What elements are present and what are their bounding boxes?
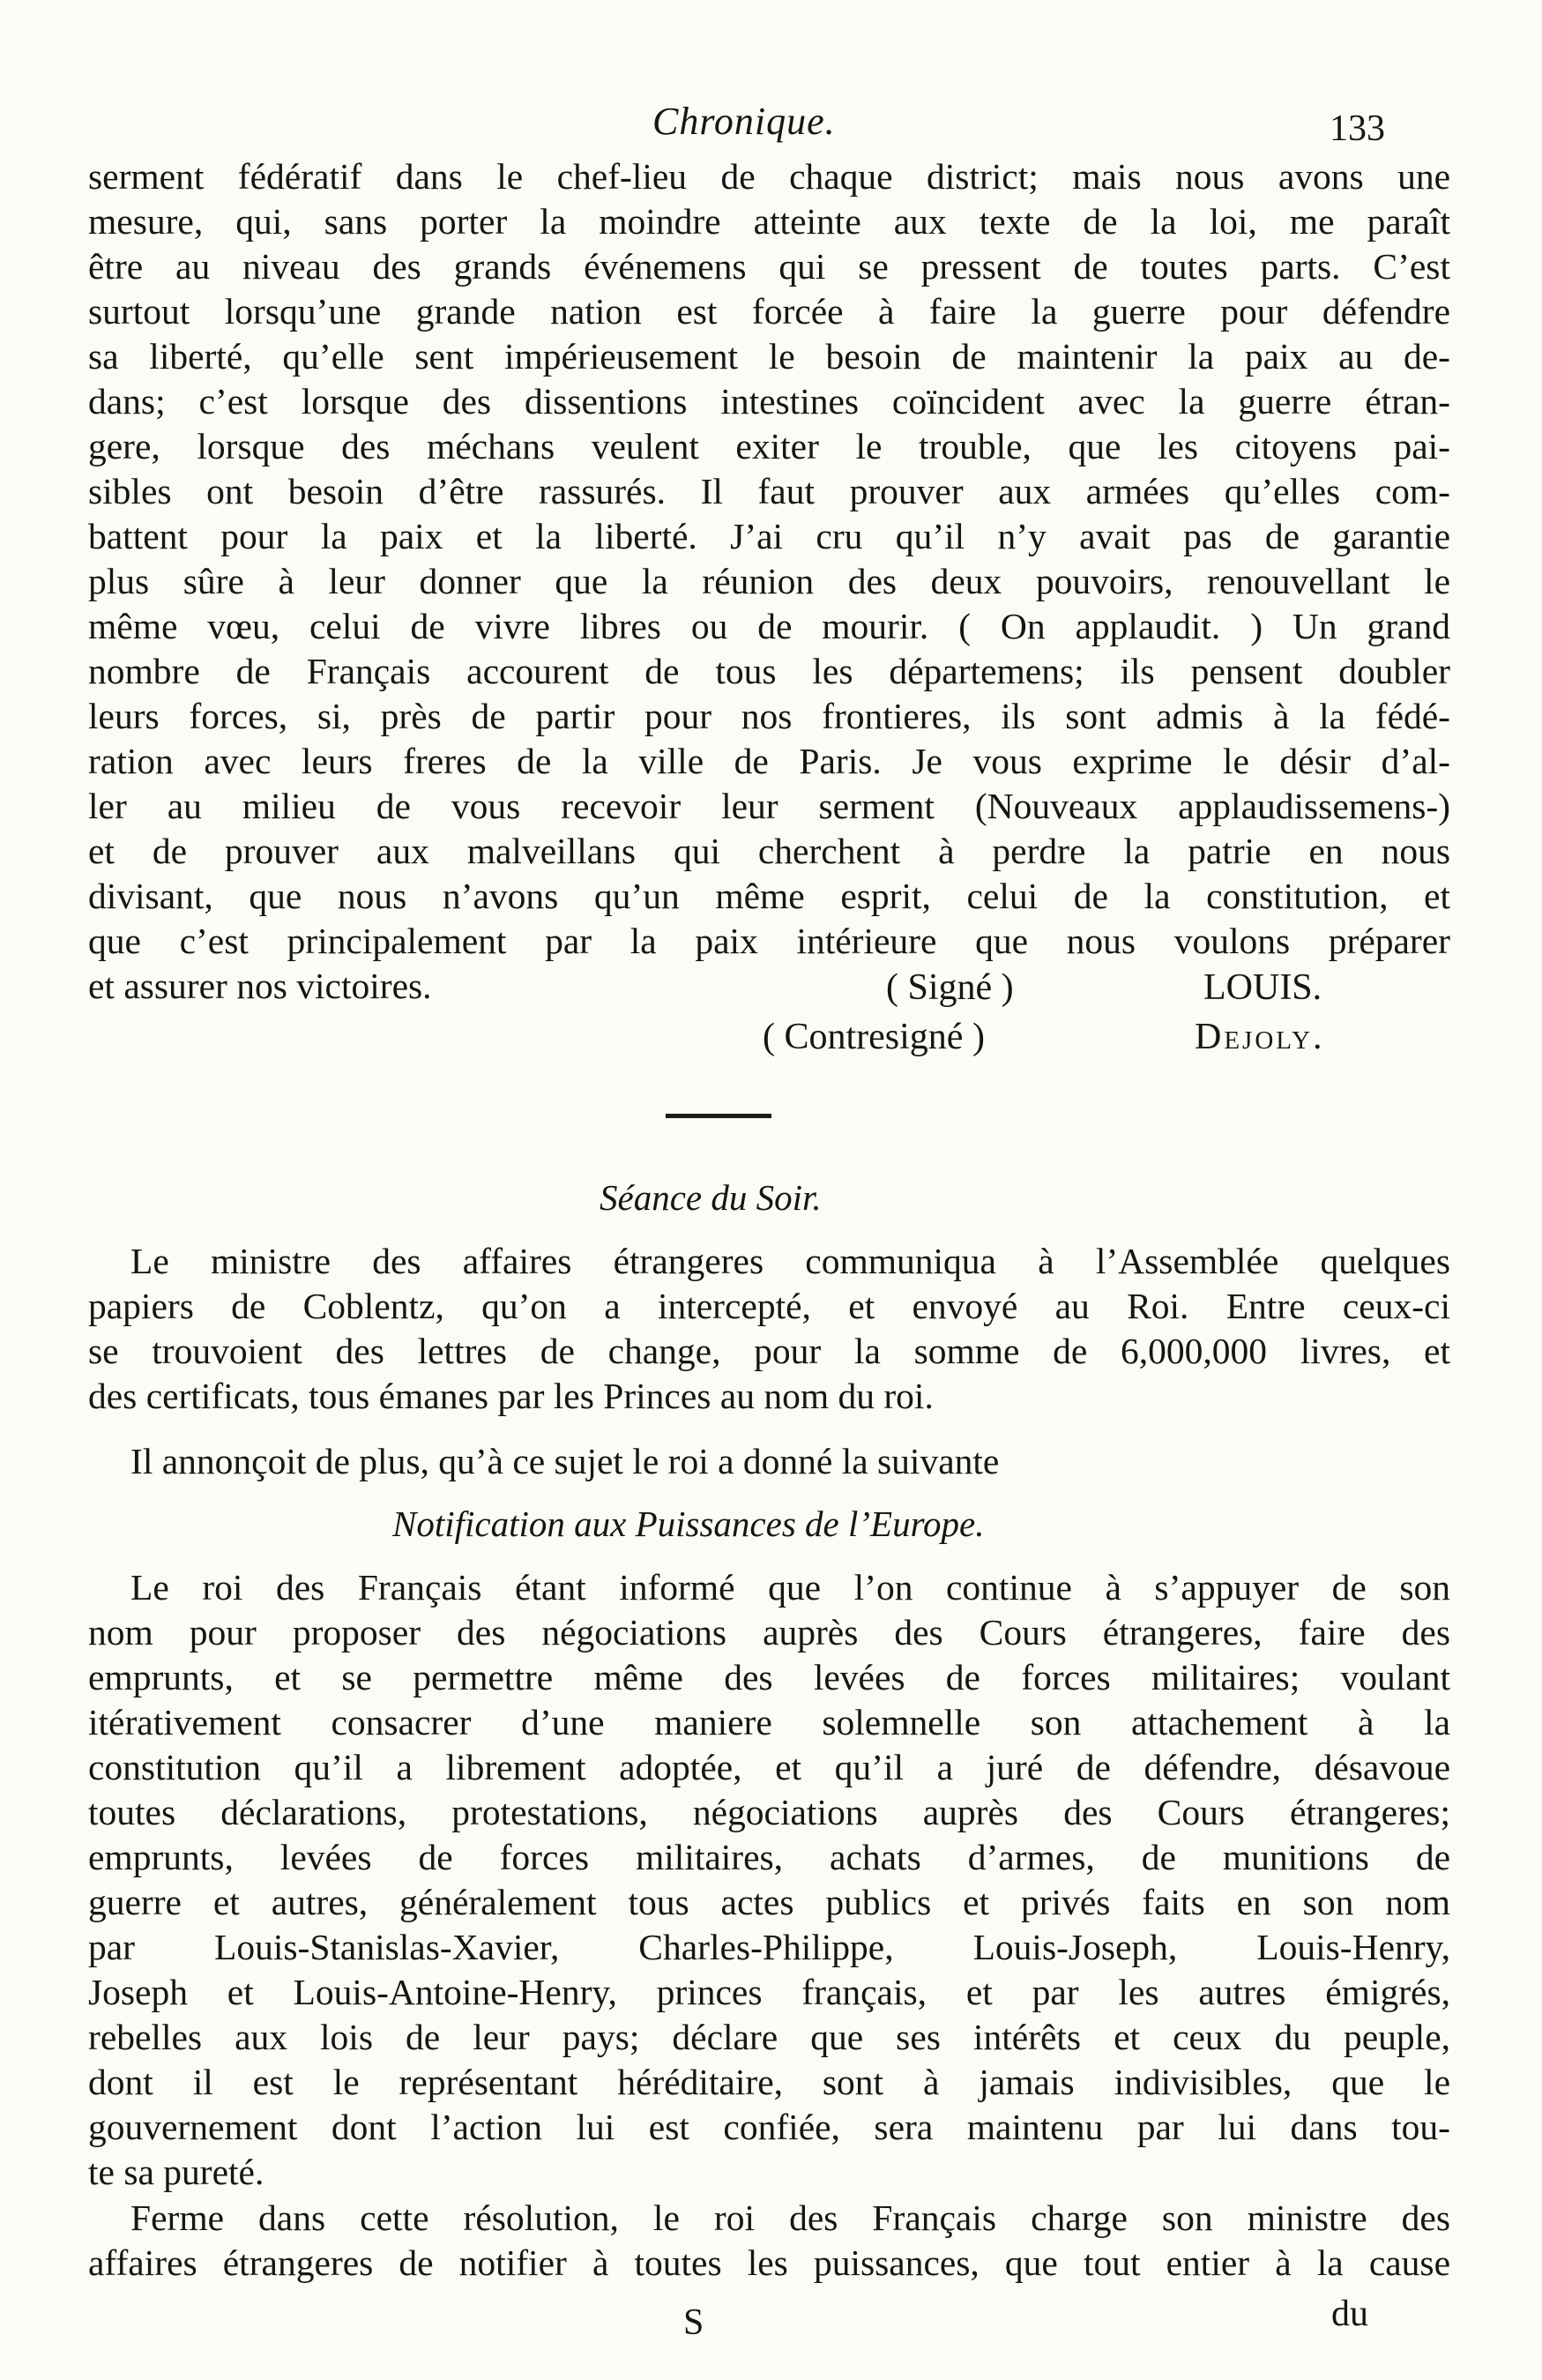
notification-paragraph (88, 1565, 1450, 2195)
text-line: dont il est le représentant héréditaire, sont à jamais indivisibles, que le (88, 2062, 1450, 2102)
signed-label: ( Signé ) (886, 967, 1014, 1008)
text-line: et assurer nos victoires. (88, 966, 432, 1006)
text-line: gouvernement dont l’action lui est confiée, sera maintenu par lui dans tou- (88, 2107, 1450, 2147)
minister-paragraph (88, 1239, 1450, 1419)
text-line: toutes déclarations, protestations, négociations auprès des Cours étrangeres; (88, 1792, 1450, 1832)
countersigned-label: ( Contresigné ) (763, 1017, 985, 1057)
text-line: sa liberté, qu’elle sent impérieusement le besoin de maintenir la paix au de- (88, 336, 1450, 377)
page-number: 133 (1330, 108, 1385, 149)
countersignature-row (0, 1012, 1542, 1062)
text-line: sibles ont besoin d’être rassurés. Il faut prouver aux armées qu’elles com- (88, 471, 1450, 511)
text-line: emprunts, levées de forces militaires, achats d’armes, de munitions de (88, 1837, 1450, 1877)
section-divider (666, 1114, 771, 1118)
text-line: mesure, qui, sans porter la moindre atteinte aux texte de la loi, me paraît (88, 201, 1450, 242)
text-line: des certificats, tous émanes par les Princes au nom du roi. (88, 1376, 934, 1416)
text-line: nom pour proposer des négociations auprès des Cours étrangeres, faire des (88, 1612, 1450, 1653)
text-line: Joseph et Louis-Antoine-Henry, princes français, et par les autres émigrés, (88, 1972, 1450, 2012)
text-line: divisant, que nous n’avons qu’un même esprit, celui de la constitution, et (88, 876, 1450, 916)
text-line: Le ministre des affaires étrangeres communiqua à l’Assemblée quelques (130, 1241, 1450, 1281)
signature-row (0, 963, 1542, 1012)
text-line: serment fédératif dans le chef-lieu de chaque district; mais nous avons une (88, 156, 1450, 197)
signature-mark: S (683, 2302, 704, 2343)
text-line: et de prouver aux malveillans qui cherchent à perdre la patrie en nous (88, 831, 1450, 871)
text-line: par Louis-Stanislas-Xavier, Charles-Philippe, Louis-Joseph, Louis-Henry, (88, 1927, 1450, 1967)
text-line: que c’est principalement par la paix intérieure que nous voulons préparer (88, 921, 1450, 961)
text-line: guerre et autres, généralement tous actes publics et privés faits en son nom (88, 1882, 1450, 1922)
text-line: gere, lorsque des méchans veulent exiter le trouble, que les citoyens pai- (88, 426, 1450, 466)
text-line: se trouvoient des lettres de change, pour la somme de 6,000,000 livres, et (88, 1331, 1450, 1371)
closing-paragraph (88, 2196, 1450, 2286)
text-line: ration avec leurs freres de la ville de Paris. Je vous exprime le désir d’al- (88, 741, 1450, 781)
text-line: être au niveau des grands événemens qui se pressent de toutes parts. C’est (88, 246, 1450, 287)
text-line: Ferme dans cette résolution, le roi des Français charge son ministre des (130, 2197, 1450, 2238)
text-line: itérativement consacrer d’une maniere solemnelle son attachement à la (88, 1702, 1450, 1742)
signed-name: LOUIS. (1203, 967, 1322, 1008)
text-line: surtout lorsqu’une grande nation est forcée à faire la guerre pour défendre (88, 291, 1450, 332)
text-line: constitution qu’il a librement adoptée, et qu’il a juré de défendre, désavoue (88, 1747, 1450, 1787)
text-line: affaires étrangeres de notifier à toutes les puissances, que tout entier à la cause (88, 2242, 1450, 2283)
text-line: papiers de Coblentz, qu’on a intercepté, et envoyé au Roi. Entre ceux-ci (88, 1286, 1450, 1326)
text-line: Il annonçoit de plus, qu’à ce sujet le roi a donné la suivante (130, 1441, 1000, 1481)
countersigned-name: Dejoly. (1195, 1017, 1325, 1057)
text-line: leurs forces, si, près de partir pour nos frontieres, ils sont admis à la fédé- (88, 696, 1450, 736)
speech-paragraph (88, 154, 1450, 1009)
running-title: Chronique. (652, 100, 836, 143)
notification-title: Notification aux Puissances de l’Europe. (392, 1503, 985, 1544)
announcement-paragraph (88, 1439, 1450, 1484)
text-line: Le roi des Français étant informé que l’on continue à s’appuyer de son (130, 1567, 1450, 1608)
catchword: du (1331, 2294, 1368, 2334)
section-heading: Séance du Soir. (600, 1177, 822, 1218)
text-line: dans; c’est lorsque des dissentions intestines coïncident avec la guerre étran- (88, 381, 1450, 422)
text-line: nombre de Français accourent de tous les départemens; ils pensent doubler (88, 651, 1450, 691)
text-line: plus sûre à leur donner que la réunion des deux pouvoirs, renouvellant le (88, 561, 1450, 601)
text-line: te sa pureté. (88, 2152, 264, 2192)
text-line: rebelles aux lois de leur pays; déclare que ses intérêts et ceux du peuple, (88, 2017, 1450, 2057)
text-line: même vœu, celui de vivre libres ou de mourir. ( On applaudit. ) Un grand (88, 606, 1450, 646)
text-line: battent pour la paix et la liberté. J’ai cru qu’il n’y avait pas de garantie (88, 516, 1450, 556)
text-line: ler au milieu de vous recevoir leur serment (Nouveaux applaudissemens-) (88, 786, 1450, 826)
text-line: emprunts, et se permettre même des levées de forces militaires; voulant (88, 1657, 1450, 1697)
